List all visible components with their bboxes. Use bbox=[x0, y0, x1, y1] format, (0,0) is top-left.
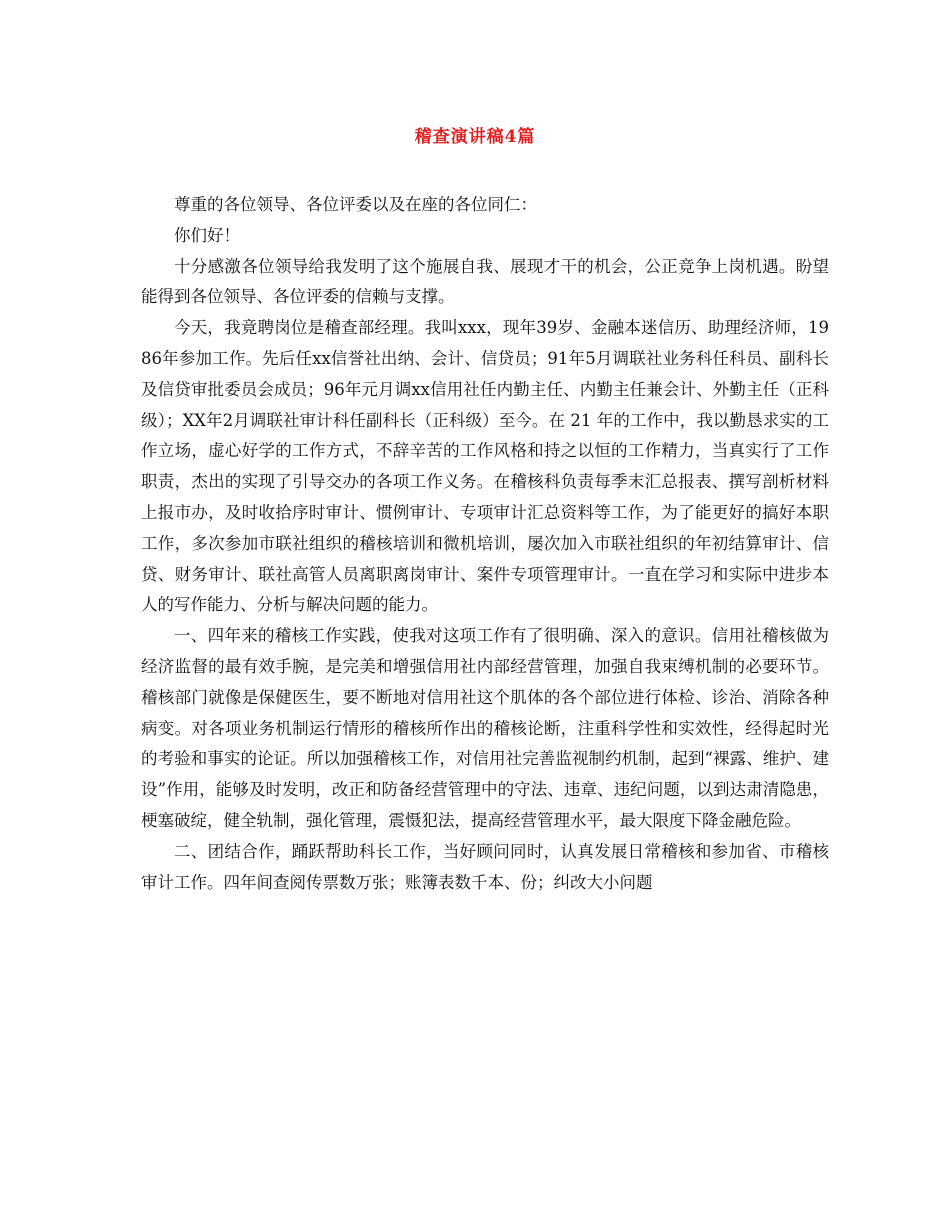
paragraph-point-one: 一、四年来的稽核工作实践，使我对这项工作有了很明确、深入的意识。信用社稽核做为经济监督的最有效手腕，是完美和增强信用社内部经营管理，加强自我束缚机制的必要环节。稽核部门就像是保健医生，要不断地对信用社这个肌体的各个部位进行体检、诊治、消除各种病变。对各项业务机制运行情形的稽核所作出的稽核论断，注重科学性和实效性，经得起时光的考验和事实的论证。所以加强稽核工作，对信用社完善监视制约机制，起到“裸露、维护、建设”作用，能够及时发明，改正和防备经营管理中的守法、违章、违纪问题，以到达肃清隐患，梗塞破绽，健全轨制，强化管理，震慑犯法，提高经营管理水平，最大限度下降金融危险。 bbox=[141, 626, 829, 830]
paragraph-greeting: 尊重的各位领导、各位评委以及在座的各位同仁： bbox=[174, 195, 537, 214]
paragraph-introduction: 今天，我竟聘岗位是稽查部经理。我叫xxx，现年39岁、金融本迷信历、助理经济师，1986年参加工作。先后任xx信誉社出纳、会计、信贷员；91年5月调联社业务科任科员、副科长及信贷审批委员会成员；96年元月调xx信用社任内勤主任、内勤主任兼会计、外勤主任（正科级）；XX年2月调联社审计科任副科长（正科级）至今。在 21 年的工作中，我以勤恳求实的工作立场，虚心好学的工作方式，不辞辛苦的工作风格和持之以恒的工作精力，当真实行了工作职责，杰出的实现了引导交办的各项工作义务。在稽核科负责每季末汇总报表、撰写剖析材料上报市办，及时收拾序时审计、惯例审计、专项审计汇总资料等工作，为了能更好的搞好本职工作，多次参加市联社组织的稽核培训和微机培训，屡次加入市联社组织的年初结算审计、信贷、财务审计、联社高管人员离职离岗审计、案件专项管理审计。一直在学习和实际中进步本人的写作能力、分析与解决问题的能力。 bbox=[141, 318, 829, 615]
paragraph-thanks: 十分感激各位领导给我发明了这个施展自我、展现才干的机会，公正竞争上岗机遇。盼望能得到各位领导、各位评委的信赖与支撑。 bbox=[141, 256, 829, 307]
document-body bbox=[141, 190, 829, 898]
paragraph-point-two: 二、团结合作，踊跃帮助科长工作，当好顾问同时，认真发展日常稽核和参加省、市稽核审计工作。四年间查阅传票数万张；账簿表数千本、份；纠改大小问题 bbox=[141, 841, 829, 892]
paragraph-hello: 你们好！ bbox=[174, 225, 240, 245]
document-title: 稽查演讲稿4篇 bbox=[414, 127, 536, 147]
